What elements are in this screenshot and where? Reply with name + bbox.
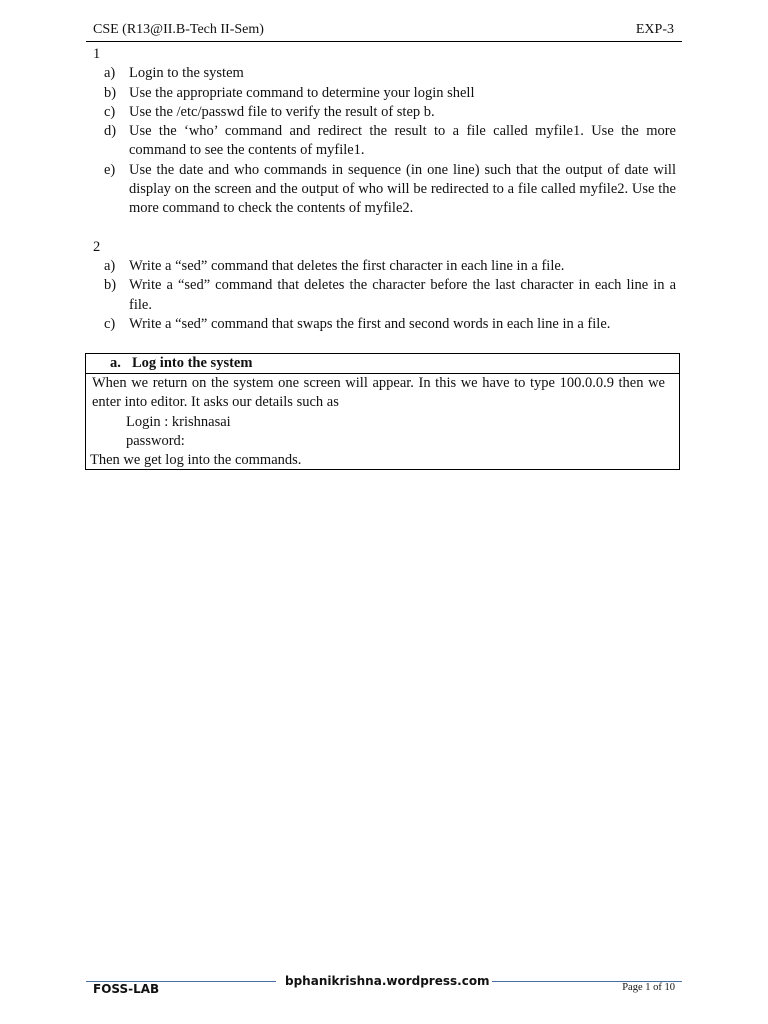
answer-paragraph: When we return on the system one screen will appear. In this we have to type 100.0.0.9 then we enter into editor. It asks our details such as [92, 375, 665, 411]
list-item [93, 64, 676, 83]
list-item [93, 161, 676, 219]
item-text: Write a “sed” command that deletes the character before the last character in each line in a file. [129, 277, 676, 313]
section-2-list [93, 257, 676, 334]
list-item [93, 84, 676, 103]
header-experiment: EXP-3 [635, 22, 674, 37]
item-letter: d) [104, 123, 117, 140]
list-item [93, 257, 676, 276]
item-text: Login to the system [129, 65, 244, 82]
item-text: Use the ‘who’ command and redirect the result to a file called myfile1. Use the more command to see the contents of myfile1. [129, 123, 676, 159]
spacer [93, 219, 676, 238]
section-2-number: 2 [93, 238, 101, 255]
item-text: Write a “sed” command that deletes the first character in each line in a file. [129, 257, 565, 274]
section-1-number: 1 [93, 46, 101, 62]
question-content [93, 45, 676, 334]
header-course: CSE (R13@II.B-Tech II-Sem) [93, 22, 264, 37]
login-line: Login : krishnasai [126, 413, 231, 430]
item-letter: b) [104, 277, 117, 294]
header-rule [86, 41, 682, 42]
item-letter: a) [104, 257, 116, 274]
list-item [93, 315, 676, 334]
answer-title: Log into the system [132, 355, 253, 371]
answer-conclusion: Then we get log into the commands. [90, 452, 302, 469]
answer-body [86, 374, 679, 470]
footer-lab-name: FOSS-LAB [93, 982, 160, 996]
footer-page-number: Page 1 of 10 [622, 982, 675, 993]
item-letter: c) [104, 315, 116, 332]
answer-letter: a. [110, 355, 121, 371]
list-item [93, 103, 676, 122]
answer-box [85, 353, 680, 470]
item-text: Write a “sed” command that swaps the first and second words in each line in a file. [129, 315, 611, 332]
list-item [93, 122, 676, 161]
item-text: Use the date and who commands in sequence (in one line) such that the output of date will display on the screen and the output of who will be redirected to a file called myfile2. Use the more command to check the contents of myfile2. [129, 161, 676, 217]
item-text: Use the /etc/passwd file to verify the result of step b. [129, 103, 435, 120]
item-letter: a) [104, 65, 116, 82]
answer-heading [86, 354, 679, 374]
item-text: Use the appropriate command to determine your login shell [129, 84, 475, 101]
footer-website: bphanikrishna.wordpress.com [285, 974, 490, 988]
list-item [93, 276, 676, 315]
section-1-list [93, 64, 676, 218]
item-letter: b) [104, 84, 117, 101]
password-line: password: [126, 432, 185, 449]
item-letter: e) [104, 161, 116, 178]
item-letter: c) [104, 103, 116, 120]
